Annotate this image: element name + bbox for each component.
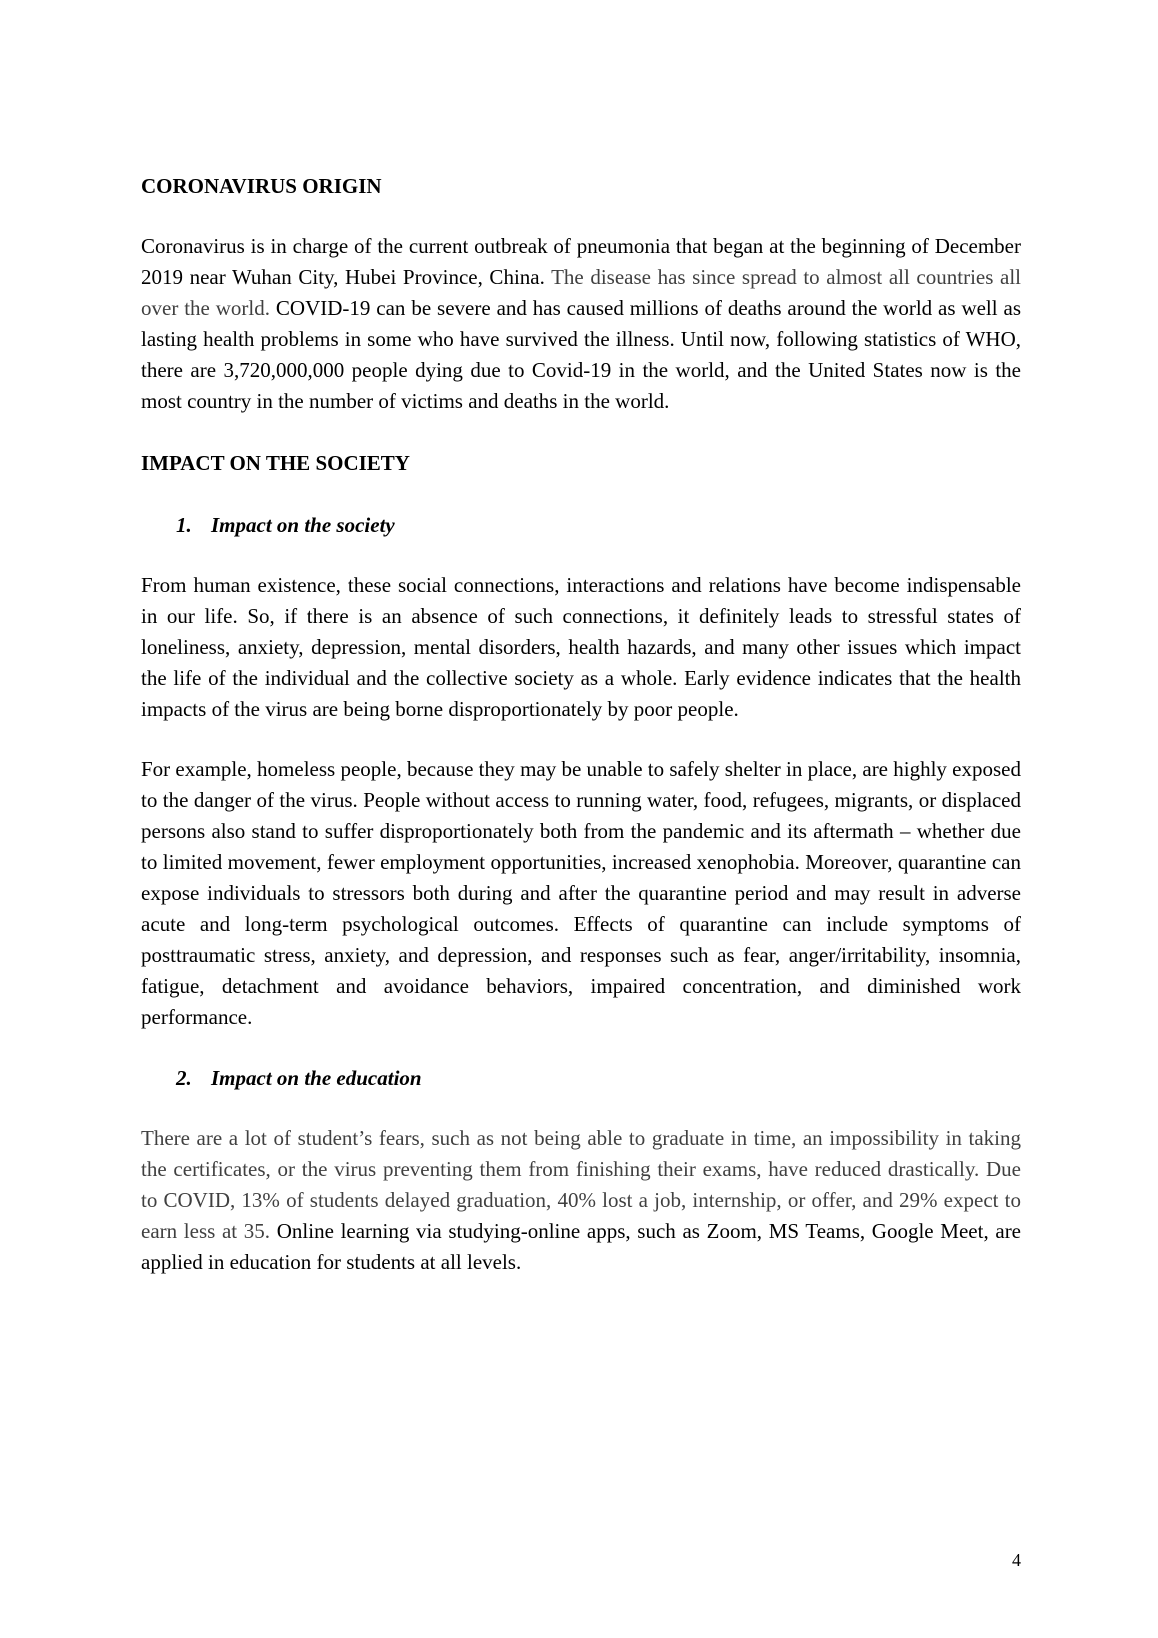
section-heading-impact-on-society: IMPACT ON THE SOCIETY — [141, 451, 410, 475]
subheading-impact-on-the-education — [176, 1062, 1021, 1094]
page-number: 4 — [1012, 1550, 1021, 1570]
paragraph-examples: For example, homeless people, because they may be unable to safely shelter in place, are highly exposed to the danger of the virus. People without access to running water, food, refugees, migrants, or displaced persons also stand to suffer disproportionately both from the pandemic and its aftermath – whether due to limited movement, fewer employment opportunities, increased xenophobia. Moreover, quarantine can expose individuals to stressors both during and after the quarantine period and may result in adverse acute and long-term psychological outcomes. Effects of quarantine can include symptoms of posttraumatic stress, anxiety, and depression, and responses such as fear, anger/irritability, insomnia, fatigue, detachment and avoidance behaviors, impaired concentration, and diminished work performance. — [141, 757, 1021, 1029]
subheading-number: 1. — [176, 513, 192, 537]
subheading-impact-on-the-society — [176, 509, 1021, 541]
paragraph-origin — [141, 231, 1021, 417]
document-page — [141, 170, 1021, 1278]
paragraph-social-connections: From human existence, these social connections, interactions and relations have become indispensable in our life. So, if there is an absence of such connections, it definitely leads to stressful states of loneliness, anxiety, depression, mental disorders, health hazards, and many other issues which impact the life of the individual and the collective society as a whole. Early evidence indicates that the health impacts of the virus are being borne disproportionately by poor people. — [141, 573, 1021, 721]
section-heading-coronavirus-origin: CORONAVIRUS ORIGIN — [141, 174, 382, 198]
subheading-title: Impact on the education — [211, 1066, 422, 1090]
paragraph-origin-part2: The disease has since spread to almost all countries all over the world. — [141, 265, 1021, 320]
paragraph-education — [141, 1123, 1021, 1278]
paragraph-education-part2: Online learning via studying-online apps, such as Zoom, MS Teams, Google Meet, are applied in education for students at all levels. — [141, 1219, 1022, 1274]
subheading-title: Impact on the society — [211, 513, 395, 537]
paragraph-education-part1: There are a lot of student’s fears, such as not being able to graduate in time, an impossibility in taking the certificates, or the virus preventing them from finishing their exams, have reduced drastically. Due to COVID, 13% of students delayed graduation, 40% lost a job, internship, or offer, and 29% expect to earn less at 35. — [141, 1126, 1021, 1243]
paragraph-origin-part1: Coronavirus is in charge of the current outbreak of pneumonia that began at the beginning of December 2019 near Wuhan City, Hubei Province, China. — [141, 234, 1021, 289]
subheading-number: 2. — [176, 1066, 192, 1090]
paragraph-origin-part3: COVID-19 can be severe and has caused millions of deaths around the world as well as lasting health problems in some who have survived the illness. Until now, following statistics of WHO, there are 3,720,000,000 people dying due to Covid-19 in the world, and the United States now is the most country in the number of victims and deaths in the world. — [141, 296, 1021, 413]
